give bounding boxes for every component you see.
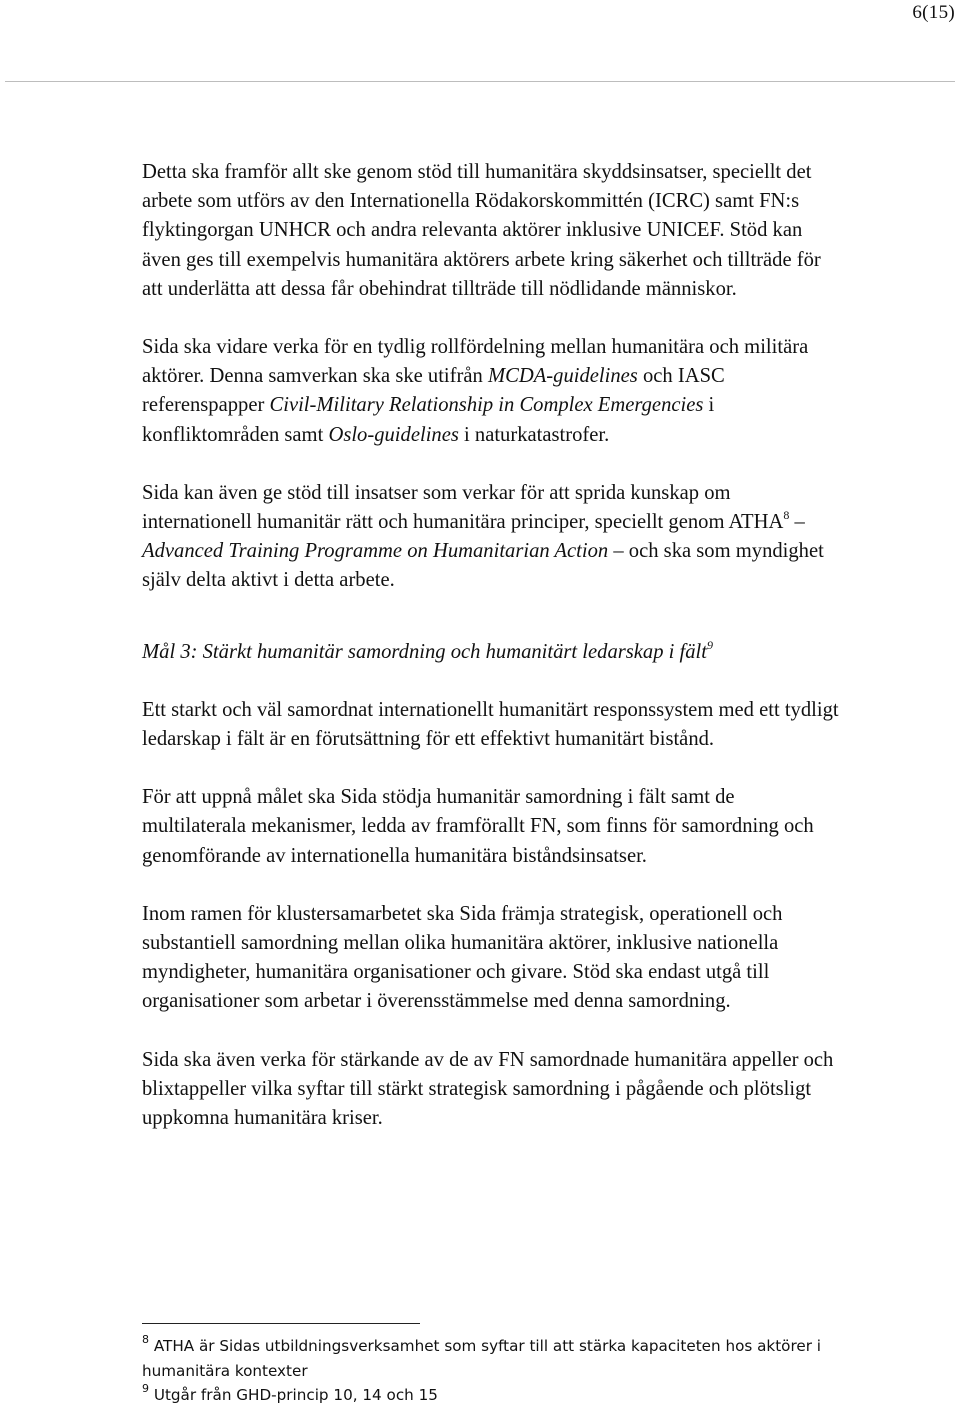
text-segment: Sida kan även ge stöd till insatser som verkar för att sprida kunskap om internationell humanitär rätt och humanitära principer, speciellt genom ATHA <box>142 481 784 534</box>
paragraph-response-system: Ett starkt och väl samordnat internationellt humanitärt responssystem med ett tydligt ledarskap i fält är en förutsättning för ett effektivt humanitärt bistånd. <box>142 698 839 751</box>
footnote-divider <box>142 1323 420 1324</box>
footnote-8 <box>142 1334 862 1383</box>
paragraph-appeals: Sida ska även verka för stärkande av de av FN samordnade humanitära appeller och blixtappeller vilka syftar till stärkt strategisk samordning i pågående och plötsligt uppkomna humanitära kriser. <box>142 1048 834 1130</box>
document-body <box>142 158 842 1133</box>
footnote-text: Utgår från GHD-princip 10, 14 och 15 <box>149 1386 438 1404</box>
footnotes <box>142 1334 862 1408</box>
header-divider <box>5 81 955 82</box>
section-heading-goal-3 <box>142 638 842 667</box>
paragraph-cluster: Inom ramen för klustersamarbetet ska Sida främja strategisk, operationell och substantiell samordning mellan olika humanitära aktörer, inklusive nationella myndigheter, humanitära organisationer och givare. Stöd ska endast utgå till organisationer som arbetar i överensstämmelse med denna samordning. <box>142 902 783 1013</box>
text-segment: – <box>789 511 805 534</box>
italic-term-atha: Advanced Training Programme on Humanitarian Action <box>142 540 609 563</box>
paragraph-goal-support: För att uppnå målet ska Sida stödja humanitär samordning i fält samt de multilaterala mekanismer, ledda av framförallt FN, som finns för samordning och genomförande av internationella humanitära biståndsinsatser. <box>142 786 814 867</box>
footnote-ref-9[interactable]: 9 <box>706 637 713 652</box>
text-segment: Sida ska vidare verka för en tydlig rollfördelning mellan humanitära och militära aktörer. Denna samverkan ska ske utifrån <box>142 336 809 388</box>
footnote-9 <box>142 1383 862 1408</box>
text-segment: och IASC referenspapper <box>142 365 725 417</box>
heading-text: Mål 3: Stärkt humanitär samordning och humanitärt ledarskap i fält <box>142 640 707 663</box>
paragraph-protection: Detta ska framför allt ske genom stöd till humanitära skyddsinsatser, speciellt det arbete som utförs av den Internationella Rödakorskommittén (ICRC) samt FN:s flyktingorgan UNHCR och andra relevanta aktörer inklusive UNICEF. Stöd kan även ges till exempelvis humanitära aktörers arbete kring säkerhet och tillträde för att underlätta att dessa får obehindrat tillträde till nödlidande människor. <box>142 161 821 300</box>
page-number: 6(15) <box>912 2 955 23</box>
text-segment: i konfliktområden samt <box>142 394 715 446</box>
footnote-ref-8[interactable]: 8 <box>783 508 790 523</box>
text-segment: – och ska som myndighet själv delta aktivt i detta arbete. <box>142 540 824 592</box>
footnote-number: 9 <box>142 1382 149 1395</box>
paragraph-atha <box>142 479 842 596</box>
text-segment: i naturkatastrofer. <box>458 423 610 446</box>
italic-term-mcda: MCDA-guidelines <box>487 365 638 388</box>
italic-term-oslo: Oslo-guidelines <box>328 423 459 446</box>
italic-term-civil-military: Civil-Military Relationship in Complex Emergencies <box>269 394 704 417</box>
footnote-text: ATHA är Sidas utbildningsverksamhet som syftar till att stärka kapaciteten hos aktörer i humanitära kontexter <box>142 1337 822 1380</box>
paragraph-civil-military <box>142 333 842 450</box>
footnote-number: 8 <box>142 1333 149 1346</box>
